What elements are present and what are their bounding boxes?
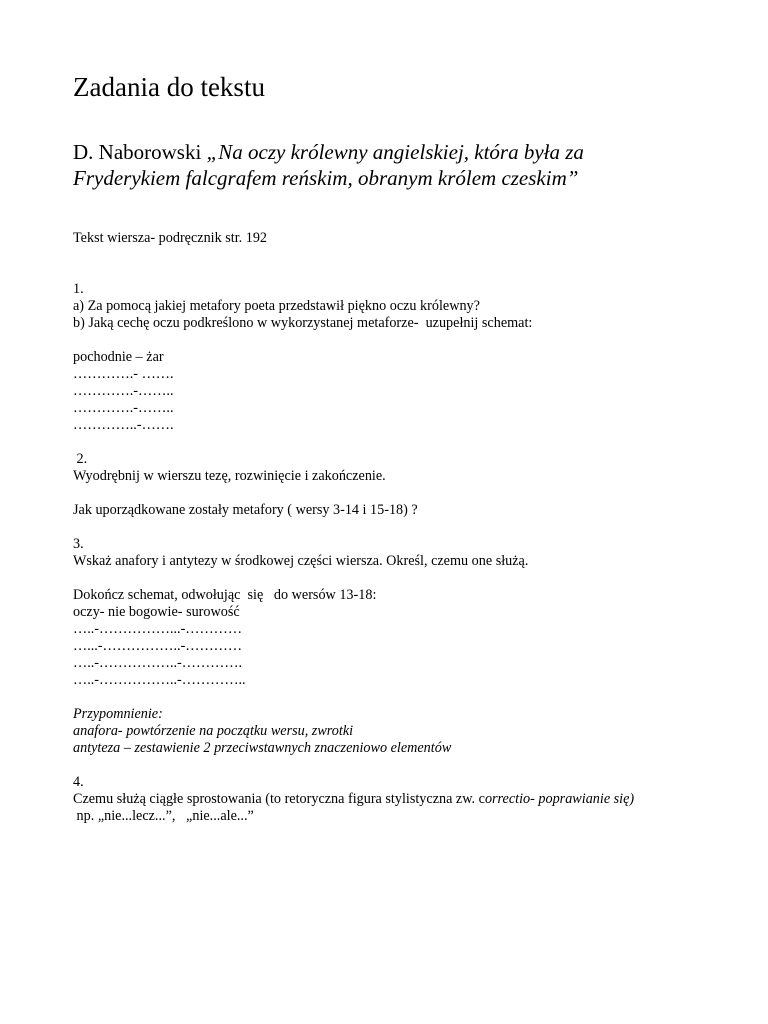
- task-3-number: 3.: [73, 536, 84, 552]
- task-2-question: Jak uporządkowane zostały metafory ( wersy 3-14 i 15-18) ?: [73, 502, 418, 518]
- task-1-question-b: b) Jaką cechę oczu podkreślono w wykorzystanej metaforze- uzupełnij schemat:: [73, 315, 533, 331]
- task-4-text: [73, 791, 753, 808]
- task-3-scheme-row: …..-……………..-…………..: [73, 672, 246, 688]
- task-3-scheme-intro: Dokończ schemat, odwołując się do wersów 13-18:: [73, 587, 377, 603]
- spacer: [73, 689, 753, 706]
- poem-author: D. Naborowski: [73, 140, 207, 164]
- page-title: Zadania do tekstu: [73, 72, 265, 102]
- task-1-number: 1.: [73, 281, 84, 297]
- spacer: [73, 434, 753, 451]
- task-3-scheme-row: …...-……………..-…………: [73, 638, 243, 654]
- poem-title-line-1: „Na oczy królewny angielskiej, która była za: [206, 140, 584, 164]
- task-1-scheme-row: ………….- …….: [73, 366, 174, 382]
- task-4-number: 4.: [73, 774, 84, 790]
- task-1-scheme-row: pochodnie – żar: [73, 349, 164, 365]
- spacer: [73, 519, 753, 536]
- task-1-scheme-row: …………..-…….: [73, 417, 174, 433]
- task-4-examples: np. „nie...lecz...”, „nie...ale...”: [73, 808, 254, 824]
- source-note: Tekst wiersza- podręcznik str. 192: [73, 230, 268, 246]
- spacer: [73, 485, 753, 502]
- task-3-scheme-row: …..-……………...-…………: [73, 621, 243, 637]
- task-1-scheme-row: ………….-……..: [73, 400, 174, 416]
- spacer: [73, 247, 753, 264]
- task-3-text: Wskaż anafory i antytezy w środkowej części wiersza. Określ, czemu one służą.: [73, 553, 529, 569]
- reminder-anafora: anafora- powtórzenie na początku wersu, zwrotki: [73, 723, 354, 739]
- task-3-scheme-row: oczy- nie bogowie- surowość: [73, 604, 240, 620]
- task-1-scheme-row: ………….-……..: [73, 383, 174, 399]
- task-3-scheme-row: …..-……………..-………….: [73, 655, 243, 671]
- poem-title-line-2: Fryderykiem falcgrafem reńskim, obranym królem czeskim”: [73, 166, 579, 190]
- spacer: [73, 332, 753, 349]
- document-body: [73, 230, 753, 825]
- spacer: [73, 757, 753, 774]
- reminder-title: Przypomnienie:: [73, 706, 163, 722]
- task-4-text-plain: Czemu służą ciągłe sprostowania (to retoryczna figura stylistyczna zw. c: [73, 791, 485, 807]
- spacer: [73, 570, 753, 587]
- spacer: [73, 264, 753, 281]
- task-2-number: 2.: [73, 451, 88, 467]
- task-1-question-a: a) Za pomocą jakiej metafory poeta przedstawił piękno oczu królewny?: [73, 298, 480, 314]
- task-4-text-italic: orrectio- poprawianie się): [484, 791, 635, 807]
- poem-heading: [73, 139, 753, 191]
- task-2-text: Wyodrębnij w wierszu tezę, rozwinięcie i zakończenie.: [73, 468, 386, 484]
- reminder-antyteza: antyteza – zestawienie 2 przeciwstawnych znaczeniowo elementów: [73, 740, 452, 756]
